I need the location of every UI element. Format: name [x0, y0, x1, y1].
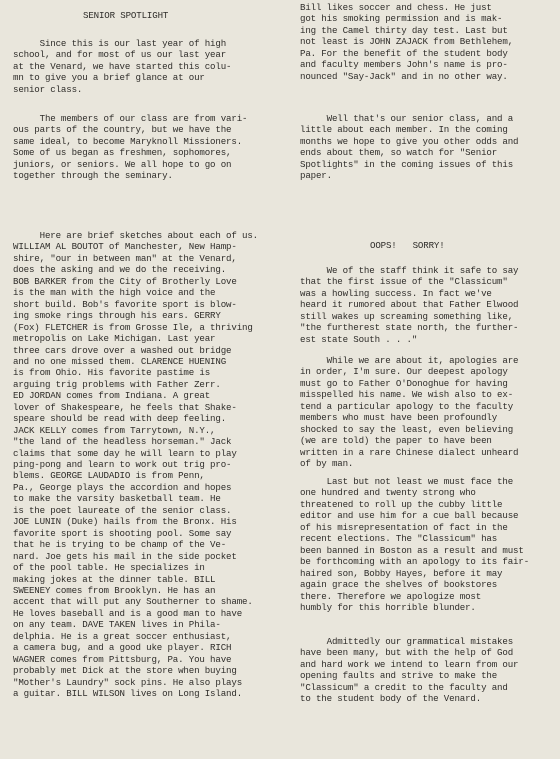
paragraph-line: ing the Camel thirty day test. Last but: [300, 24, 508, 36]
paragraph-line: mn to give you a brief glance at our: [13, 72, 205, 84]
paragraph-line: lover of Shakespeare, he feels that Shake-: [13, 401, 237, 413]
paragraph-line: nounced "Say-Jack" and in no other way.: [300, 70, 508, 82]
paragraph-line: SWEENEY comes from Brooklyn. He has an: [13, 584, 216, 596]
paragraph-line: school, and for most of us our last year: [13, 49, 227, 61]
paragraph-line: tend a particular apology to the faculty: [300, 400, 514, 412]
paragraph-line: not least is JOHN ZAJACK from Bethlehem,: [300, 36, 514, 48]
paragraph-line: is the man with the high voice and the: [13, 287, 216, 299]
paragraph-line: short build. Bob's favorite sport is blow-: [13, 298, 237, 310]
paragraph-line: humbly for this horrible blunder.: [300, 601, 476, 613]
paragraph-line: been banned in Boston as a result and must: [300, 544, 524, 556]
section-title-oops-sorry: OOPS! SORRY!: [370, 240, 445, 251]
paragraph-line: JOE LUNIN (Duke) hails from the Bronx. His: [13, 516, 237, 528]
paragraph-line: that he is trying to be champ of the Ve-: [13, 539, 227, 551]
paragraph-line: BOB BARKER from the City of Brotherly Love: [13, 275, 237, 287]
paragraph-line: (we are told) the paper to have been: [300, 435, 492, 447]
paragraph-line: accent that will put any Southerner to shame.: [13, 596, 253, 608]
paragraph-line: got his smoking permission and is mak-: [300, 13, 503, 25]
paragraph-line: is from Ohio. His favorite pastime is: [13, 367, 211, 379]
paragraph-line: He loves baseball and is a good man to have: [13, 607, 243, 619]
paragraph-line: "the furtherest state north, the further-: [300, 322, 519, 334]
paragraph-line: Since this is our last year of high: [13, 38, 227, 49]
paragraph-line: claims that some day he will learn to play: [13, 447, 237, 459]
paragraph-line: again grace the shelves of bookstores: [300, 579, 498, 591]
paragraph-line: senior class.: [13, 83, 83, 95]
paragraph-line: ous parts of the country, but we have the: [13, 124, 232, 136]
paragraph-line: was a howling success. In fact we've: [300, 287, 492, 299]
paragraph-line: one hundred and twenty strong who: [300, 487, 476, 499]
paragraph-line: Spotlights" in the coming issues of this: [300, 158, 514, 170]
paragraph-line: nard. Joe gets his mail in the side pocket: [13, 550, 237, 562]
paragraph-line: be forthcoming with an apology to its fair-: [300, 556, 530, 568]
paragraph-line: and no one missed them. CLARENCE HUENING: [13, 355, 227, 367]
paragraph-line: probably met Dick at the store when buying: [13, 665, 237, 677]
paragraph-line: WILLIAM AL BOUTOT of Manchester, New Hamp-: [13, 241, 237, 253]
paragraph-line: WAGNER comes from Pittsburg, Pa. You have: [13, 653, 232, 665]
paragraph-line: a camera bug, and a good uke player. RICH: [13, 642, 232, 654]
paragraph-line: "the land of the headless horseman." Jack: [13, 436, 232, 448]
paragraph-line: Admittedly our grammatical mistakes: [300, 636, 514, 647]
paragraph-line: blems. GEORGE LAUDADIO is from Penn,: [13, 470, 205, 482]
paragraph-line: is the poet laureate of the senior class.: [13, 504, 232, 516]
paragraph-line: written in a rare Chinese dialect unheard: [300, 446, 519, 458]
paragraph-line: delphia. He is a great soccer enthusiast,: [13, 630, 232, 642]
paragraph-line: We of the staff think it safe to say: [300, 265, 519, 276]
paragraph-line: shocked to say the least, even believing: [300, 423, 514, 435]
paragraph-line: three cars drove over a washed out bridge: [13, 344, 232, 356]
paragraph-line: ED JORDAN comes from Indiana. A great: [13, 390, 211, 402]
paragraph-line: opening faults and strive to make the: [300, 670, 498, 682]
paragraph-line: haired son, Bobby Hayes, before it may: [300, 567, 503, 579]
section-title-senior-spotlight: SENIOR SPOTLIGHT: [83, 10, 169, 21]
paragraph-line: of by man.: [300, 458, 354, 470]
paragraph-line: recent elections. The "Classicum" has: [300, 533, 498, 545]
paragraph-line: paper.: [300, 170, 332, 182]
paragraph-line: making jokes at the dinner table. BILL: [13, 573, 216, 585]
paragraph-line: does the asking and we do the receiving.: [13, 264, 227, 276]
paragraph-line: speare should be read with deep feeling.: [13, 413, 227, 425]
paragraph-line: and faculty members John's name is pro-: [300, 59, 508, 71]
paragraph-line: arguing trig problems with Father Zerr.: [13, 378, 221, 390]
paragraph-line: members who must have been profoundly: [300, 412, 498, 424]
paragraph-line: must go to Father O'Donoghue for having: [300, 377, 508, 389]
paragraph-line: The members of our class are from vari-: [13, 113, 248, 124]
paragraph-line: ping-pong and learn to work out trig pro-: [13, 459, 232, 470]
paragraph-line: of his misrepresentation of fact in the: [300, 521, 508, 533]
paragraph-line: and hard work we intend to learn from our: [300, 658, 519, 670]
paragraph-line: still wakes up screaming something like,: [300, 310, 514, 322]
paragraph-line: a guitar. BILL WILSON lives on Long Island.: [13, 688, 243, 699]
paragraph-line: juniors, or seniors. We all hope to go on: [13, 158, 232, 170]
paragraph-line: have been many, but with the help of God: [300, 647, 514, 659]
paragraph-line: est state South . . .": [300, 333, 418, 345]
paragraph-line: "Classicum" a credit to the faculty and: [300, 681, 508, 693]
paragraph-line: favorite sport is shooting pool. Some say: [13, 527, 232, 539]
paragraph-line: JACK KELLY comes from Tarrytown, N.Y.,: [13, 424, 216, 436]
paragraph-line: Bill likes soccer and chess. He just: [300, 2, 492, 13]
paragraph-line: shire, "our in between man" at the Venard,: [13, 252, 237, 264]
paragraph-line: there. Therefore we apologize most: [300, 590, 482, 602]
paragraph-line: that the first issue of the "Classicum": [300, 276, 508, 288]
paragraph-line: in order, I'm sure. Our deepest apology: [300, 366, 508, 378]
paragraph-line: Pa., George plays the accordion and hopes: [13, 481, 232, 493]
paragraph-line: (Fox) FLETCHER is from Grosse Ile, a thriving: [13, 321, 253, 333]
paragraph-line: to the student body of the Venard.: [300, 693, 482, 705]
paragraph-line: Well that's our senior class, and a: [300, 113, 514, 124]
paragraph-line: Pa. For the benefit of the student body: [300, 47, 508, 59]
paragraph-line: Here are brief sketches about each of us.: [13, 230, 258, 241]
paragraph-line: Some of us began as freshmen, sophomores,: [13, 147, 232, 159]
paragraph-line: to make the varsity basketball team. He: [13, 493, 221, 505]
paragraph-line: metropolis on Lake Michigan. Last year: [13, 333, 216, 345]
paragraph-line: editor and use him for a cue ball because: [300, 510, 519, 522]
paragraph-line: together through the seminary.: [13, 170, 173, 182]
paragraph-line: Last but not least we must face the: [300, 476, 514, 487]
paragraph-line: months we hope to give you other odds and: [300, 135, 519, 147]
paragraph-line: threatened to roll up the cubby little: [300, 498, 503, 510]
paragraph-line: While we are about it, apologies are: [300, 355, 519, 366]
paragraph-line: ends about them, so watch for "Senior: [300, 147, 498, 159]
paragraph-line: at the Venard, we have started this colu-: [13, 60, 232, 72]
paragraph-line: on any team. DAVE TAKEN lives in Phila-: [13, 619, 221, 631]
paragraph-line: little about each member. In the coming: [300, 124, 508, 136]
paragraph-line: ing smoke rings through his ears. GERRY: [13, 310, 221, 322]
paragraph-line: misspelled his name. We wish also to ex-: [300, 389, 514, 401]
paragraph-line: same ideal, to become Maryknoll Missioners.: [13, 135, 243, 147]
paragraph-line: heard it rumored about that Father Elwood: [300, 299, 519, 311]
paragraph-line: of the pool table. He specializes in: [13, 562, 205, 574]
paragraph-line: "Mother's Laundry" sock pins. He also plays: [13, 676, 243, 688]
